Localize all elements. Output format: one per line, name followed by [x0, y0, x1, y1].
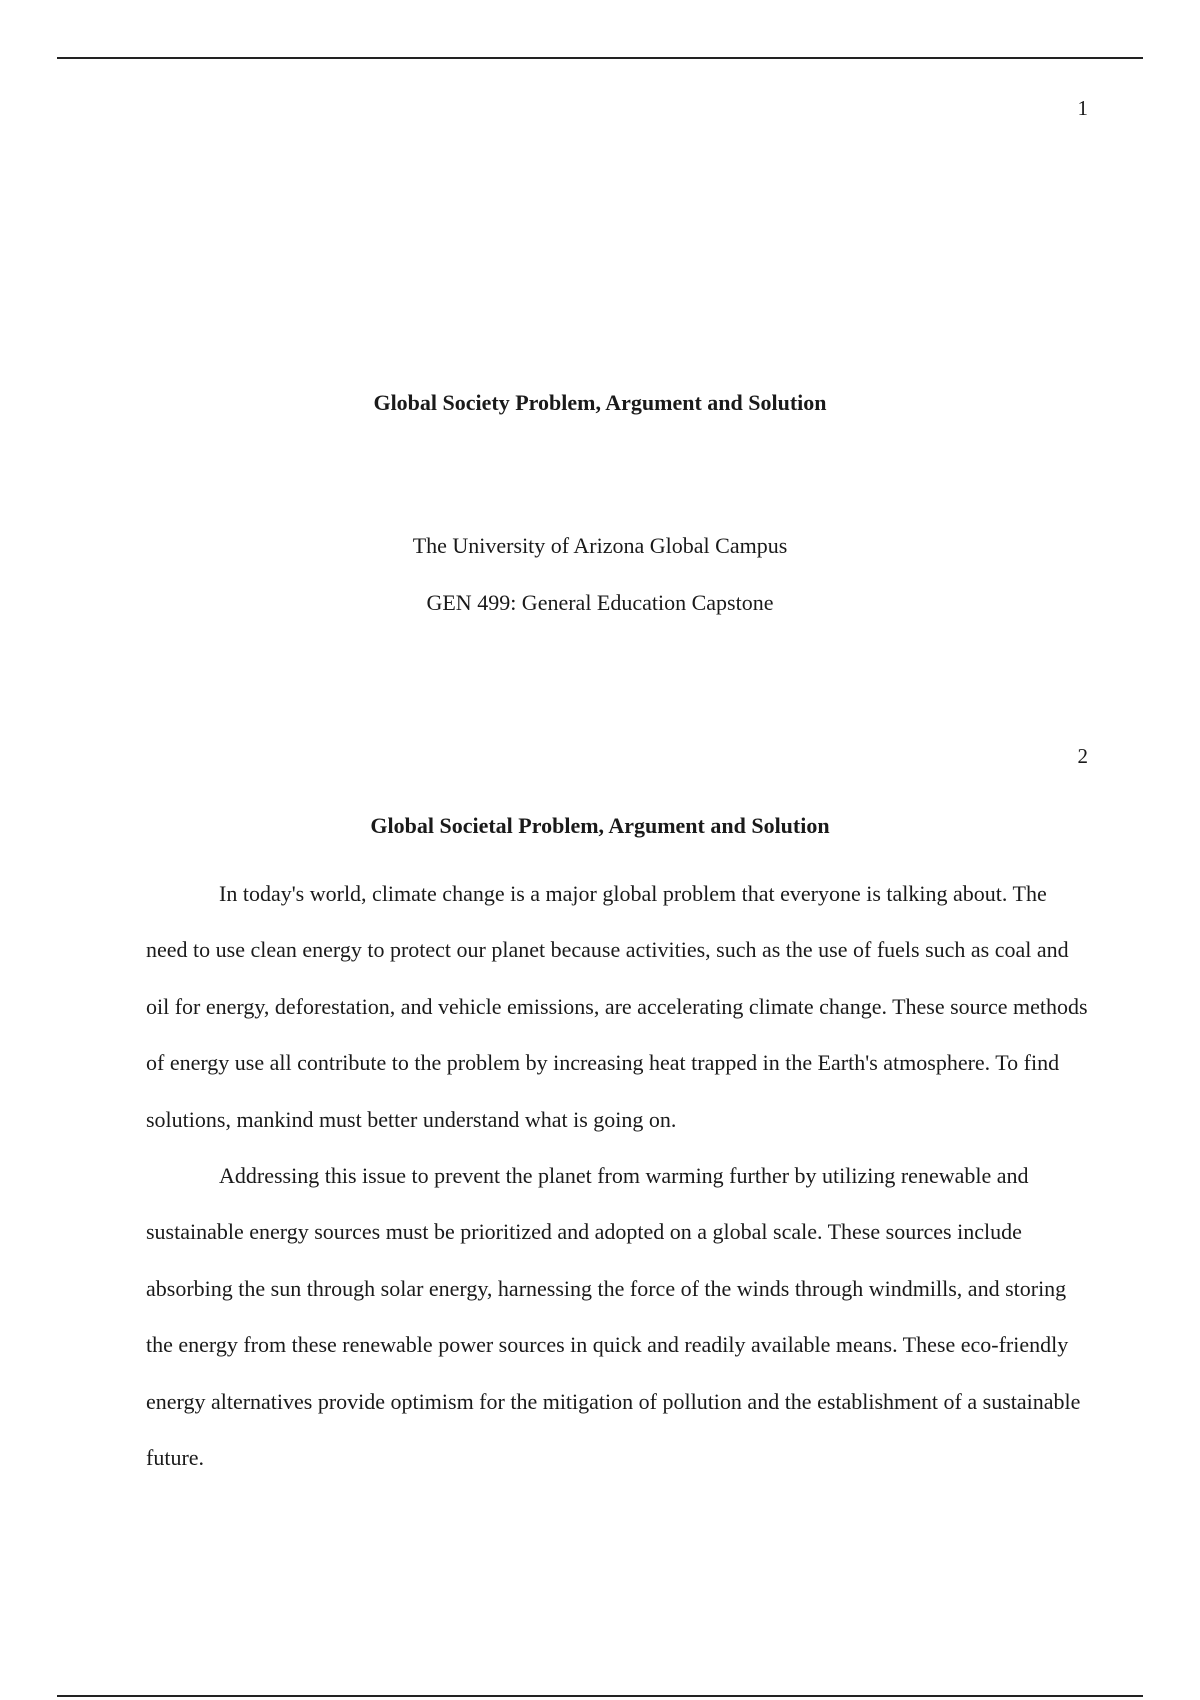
- bottom-page-rule: [57, 1695, 1143, 1697]
- top-page-rule: [57, 57, 1143, 59]
- body-text: [146, 866, 1092, 1486]
- page-number-1: 1: [1077, 96, 1088, 120]
- body-paragraph-1: In today's world, climate change is a major global problem that everyone is talking about. The need to use clean energy to protect our planet because activities, such as the use of fuels such as coal and oil for energy, deforestation, and vehicle emissions, are accelerating climate change. These source methods of energy use all contribute to the problem by increasing heat trapped in the Earth's atmosphere. To find solutions, mankind must better understand what is going on.: [146, 881, 1088, 1132]
- institution-name: The University of Arizona Global Campus: [412, 533, 788, 558]
- course-name: GEN 499: General Education Capstone: [426, 590, 774, 615]
- section-heading: Global Societal Problem, Argument and Solution: [370, 813, 830, 838]
- body-paragraph-2: Addressing this issue to prevent the planet from warming further by utilizing renewable and sustainable energy sources must be prioritized and adopted on a global scale. These sources include absorbing the sun through solar energy, harnessing the force of the winds through windmills, and storing the energy from these renewable power sources in quick and readily available means. These eco-friendly energy alternatives provide optimism for the mitigation of pollution and the establishment of a sustainable future.: [146, 1163, 1081, 1471]
- title-page-title: Global Society Problem, Argument and Solution: [373, 390, 827, 415]
- page-number-2: 2: [1077, 744, 1088, 768]
